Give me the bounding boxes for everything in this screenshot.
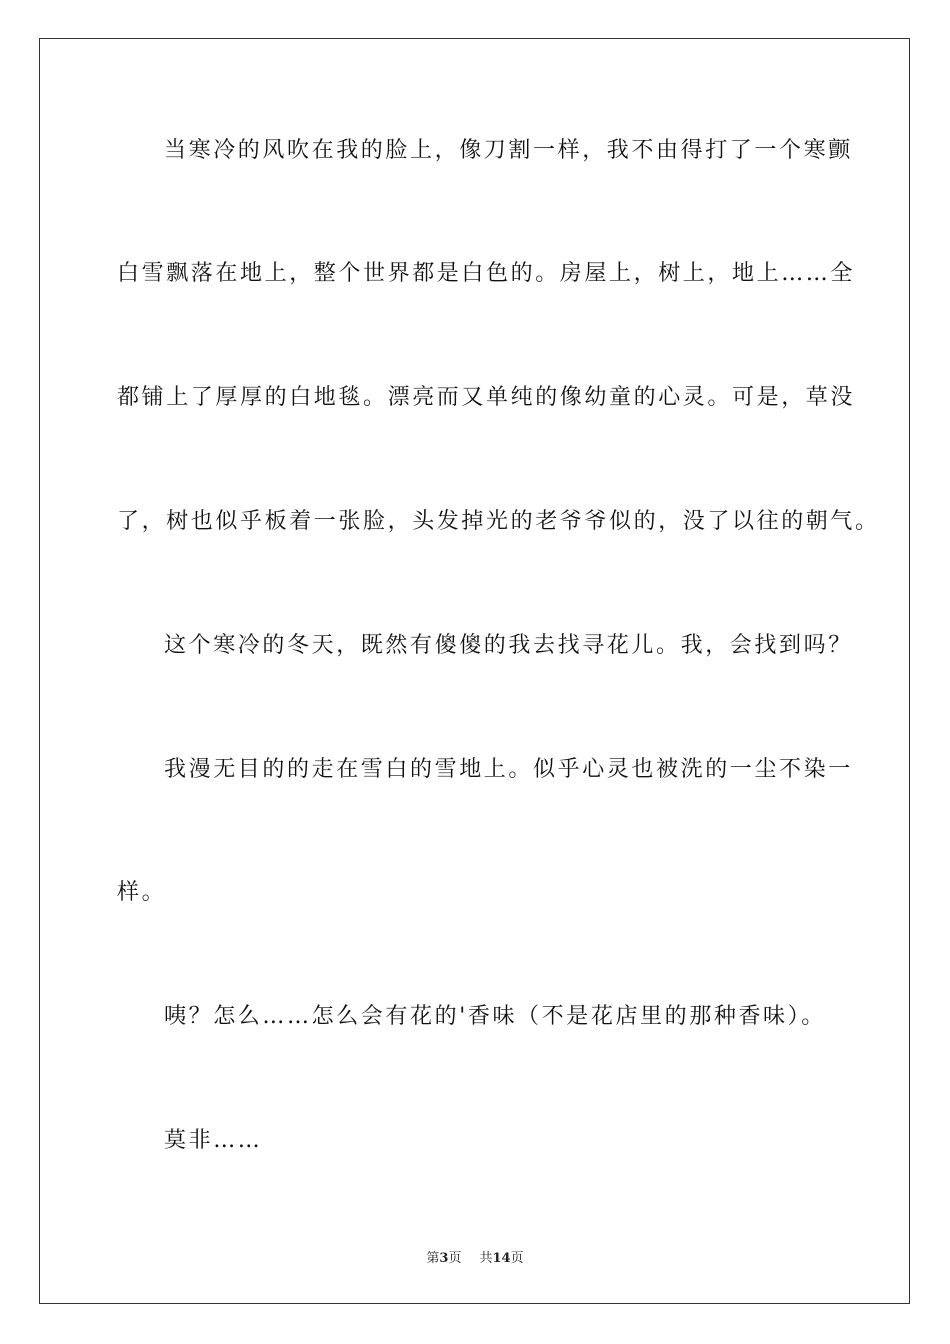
page-frame xyxy=(39,38,910,1304)
text-line-1: 当寒冷的风吹在我的脸上，像刀割一样，我不由得打了一个寒颤 xyxy=(164,138,853,163)
text-line-8: 咦？怎么……怎么会有花的'香味（不是花店里的那种香味）。 xyxy=(164,1004,826,1029)
total-pages: 14 xyxy=(492,1251,511,1266)
text-line-7: 样。 xyxy=(117,880,167,905)
text-line-5: 这个寒冷的冬天，既然有傻傻的我去找寻花儿。我，会找到吗？ xyxy=(164,633,853,658)
text-line-3: 都铺上了厚厚的白地毯。漂亮而又单纯的像幼童的心灵。可是，草没 xyxy=(117,385,856,410)
total-prefix: 共 xyxy=(479,1251,493,1266)
page-number: 3 xyxy=(439,1251,449,1266)
text-line-6: 我漫无目的的走在雪白的雪地上。似乎心灵也被洗的一尘不染一 xyxy=(164,757,853,782)
total-suffix: 页 xyxy=(510,1251,524,1266)
page-prefix: 第 xyxy=(426,1251,440,1266)
text-line-2: 白雪飘落在地上，整个世界都是白色的。房屋上，树上，地上……全 xyxy=(117,261,856,286)
text-line-9: 莫非…… xyxy=(164,1128,263,1153)
page-footer xyxy=(0,1247,950,1266)
text-line-4: 了，树也似乎板着一张脸，头发掉光的老爷爷似的，没了以往的朝气。 xyxy=(117,509,880,534)
page-suffix: 页 xyxy=(448,1251,462,1266)
